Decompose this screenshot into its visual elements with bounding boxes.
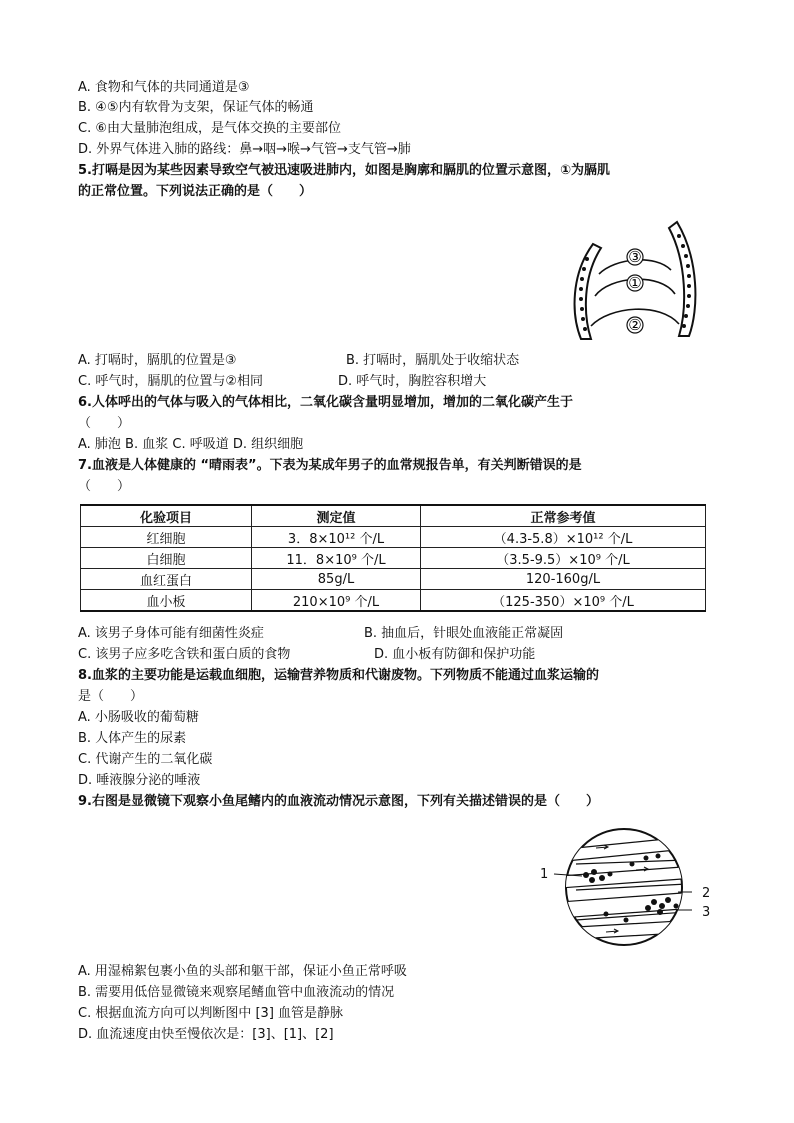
table-cell: （4.3-5.8）×10¹² 个/L xyxy=(421,527,706,548)
vessel-label-1: 1 xyxy=(540,867,549,882)
q7-option-a: A. 该男子身体可能有细菌性炎症 xyxy=(78,626,264,641)
q8-option-c: C. 代谢产生的二氧化碳 xyxy=(78,752,213,767)
table-row xyxy=(81,548,706,569)
q5-options-row1 xyxy=(78,352,519,370)
table-row xyxy=(81,527,706,548)
figure-label-1: ① xyxy=(628,274,642,292)
table-cell: （3.5-9.5）×10⁹ 个/L xyxy=(421,548,706,569)
vessel-label-3: 3 xyxy=(702,905,711,920)
table-row xyxy=(81,590,706,612)
q7-stem-line1: 7.血液是人体健康的 “晴雨表”。下表为某成年男子的血常规报告单，有关判断错误的是 xyxy=(78,458,582,473)
q8-stem-line1: 8.血浆的主要功能是运载血细胞，运输营养物质和代谢废物。下列物质不能通过血浆运输的 xyxy=(78,668,599,683)
blood-report-table xyxy=(80,504,706,612)
fish-tail-microscope-figure xyxy=(536,820,716,960)
table-row xyxy=(81,569,706,590)
table-cell: 210×10⁹ 个/L xyxy=(252,590,421,612)
q5-stem-line2: 的正常位置。下列说法正确的是（ ） xyxy=(78,184,313,199)
table-cell: 血红蛋白 xyxy=(81,569,252,590)
q8-option-a: A. 小肠吸收的葡萄糖 xyxy=(78,710,199,725)
q7-options-row2 xyxy=(78,646,535,664)
q9-option-b: B. 需要用低倍显微镜来观察尾鳍血管中血液流动的情况 xyxy=(78,985,395,1000)
q6-stem-line1: 6.人体呼出的气体与吸入的气体相比，二氧化碳含量明显增加，增加的二氧化碳产生于 xyxy=(78,395,573,410)
table-header-row xyxy=(81,505,706,527)
q7-option-c: C. 该男子应多吃含铁和蛋白质的食物 xyxy=(78,647,291,662)
q4-option-b: B. ④⑤内有软骨为支架，保证气体的畅通 xyxy=(78,100,314,115)
q4-option-a: A. 食物和气体的共同通道是③ xyxy=(78,80,250,95)
q5-option-c: C. 呼气时，膈肌的位置与②相同 xyxy=(78,374,263,389)
q9-stem: 9.右图是显微镜下观察小鱼尾鳍内的血液流动情况示意图，下列有关描述错误的是（ ） xyxy=(78,794,599,809)
table-cell: 3．8×10¹² 个/L xyxy=(252,527,421,548)
q9-option-d: D. 血流速度由快至慢依次是：[3]、[1]、[2] xyxy=(78,1027,334,1042)
table-cell: （125-350）×10⁹ 个/L xyxy=(421,590,706,612)
q5-option-a: A. 打嗝时，膈肌的位置是③ xyxy=(78,353,237,368)
table-cell: 血小板 xyxy=(81,590,252,612)
table-header: 化验项目 xyxy=(81,505,252,527)
thorax-diaphragm-figure xyxy=(565,214,705,344)
q6-stem-line2: （ ） xyxy=(78,416,131,431)
q7-option-d: D. 血小板有防御和保护功能 xyxy=(374,647,536,662)
q8-option-d: D. 唾液腺分泌的唾液 xyxy=(78,773,201,788)
table-cell: 11．8×10⁹ 个/L xyxy=(252,548,421,569)
q4-option-c: C. ⑥由大量肺泡组成，是气体交换的主要部位 xyxy=(78,121,341,136)
vessel-label-2: 2 xyxy=(702,886,711,901)
table-cell: 85g/L xyxy=(252,569,421,590)
q9-option-a: A. 用湿棉絮包裹小鱼的头部和躯干部，保证小鱼正常呼吸 xyxy=(78,964,407,979)
figure-label-3: ③ xyxy=(628,248,642,266)
q5-option-b: B. 打嗝时，膈肌处于收缩状态 xyxy=(346,353,520,368)
table-header: 测定值 xyxy=(252,505,421,527)
q7-options-row1 xyxy=(78,625,563,643)
q7-stem-line2: （ ） xyxy=(78,479,131,494)
table-cell: 120-160g/L xyxy=(421,569,706,590)
q5-option-d: D. 呼气时，胸腔容积增大 xyxy=(338,374,487,389)
figure-label-2: ② xyxy=(628,316,642,334)
table-cell: 白细胞 xyxy=(81,548,252,569)
table-cell: 红细胞 xyxy=(81,527,252,548)
q6-options: A. 肺泡 B. 血浆 C. 呼吸道 D. 组织细胞 xyxy=(78,437,304,452)
q4-option-d: D. 外界气体进入肺的路线：鼻→咽→喉→气管→支气管→肺 xyxy=(78,142,411,157)
q8-option-b: B. 人体产生的尿素 xyxy=(78,731,187,746)
q5-stem-line1: 5.打嗝是因为某些因素导致空气被迅速吸进肺内，如图是胸廓和膈肌的位置示意图，①为膈肌 xyxy=(78,163,610,178)
q8-stem-line2: 是（ ） xyxy=(78,689,144,704)
q9-option-c: C. 根据血流方向可以判断图中 [3] 血管是静脉 xyxy=(78,1006,344,1021)
table-header: 正常参考值 xyxy=(421,505,706,527)
q7-option-b: B. 抽血后，针眼处血液能正常凝固 xyxy=(364,626,564,641)
q5-options-row2 xyxy=(78,373,486,391)
